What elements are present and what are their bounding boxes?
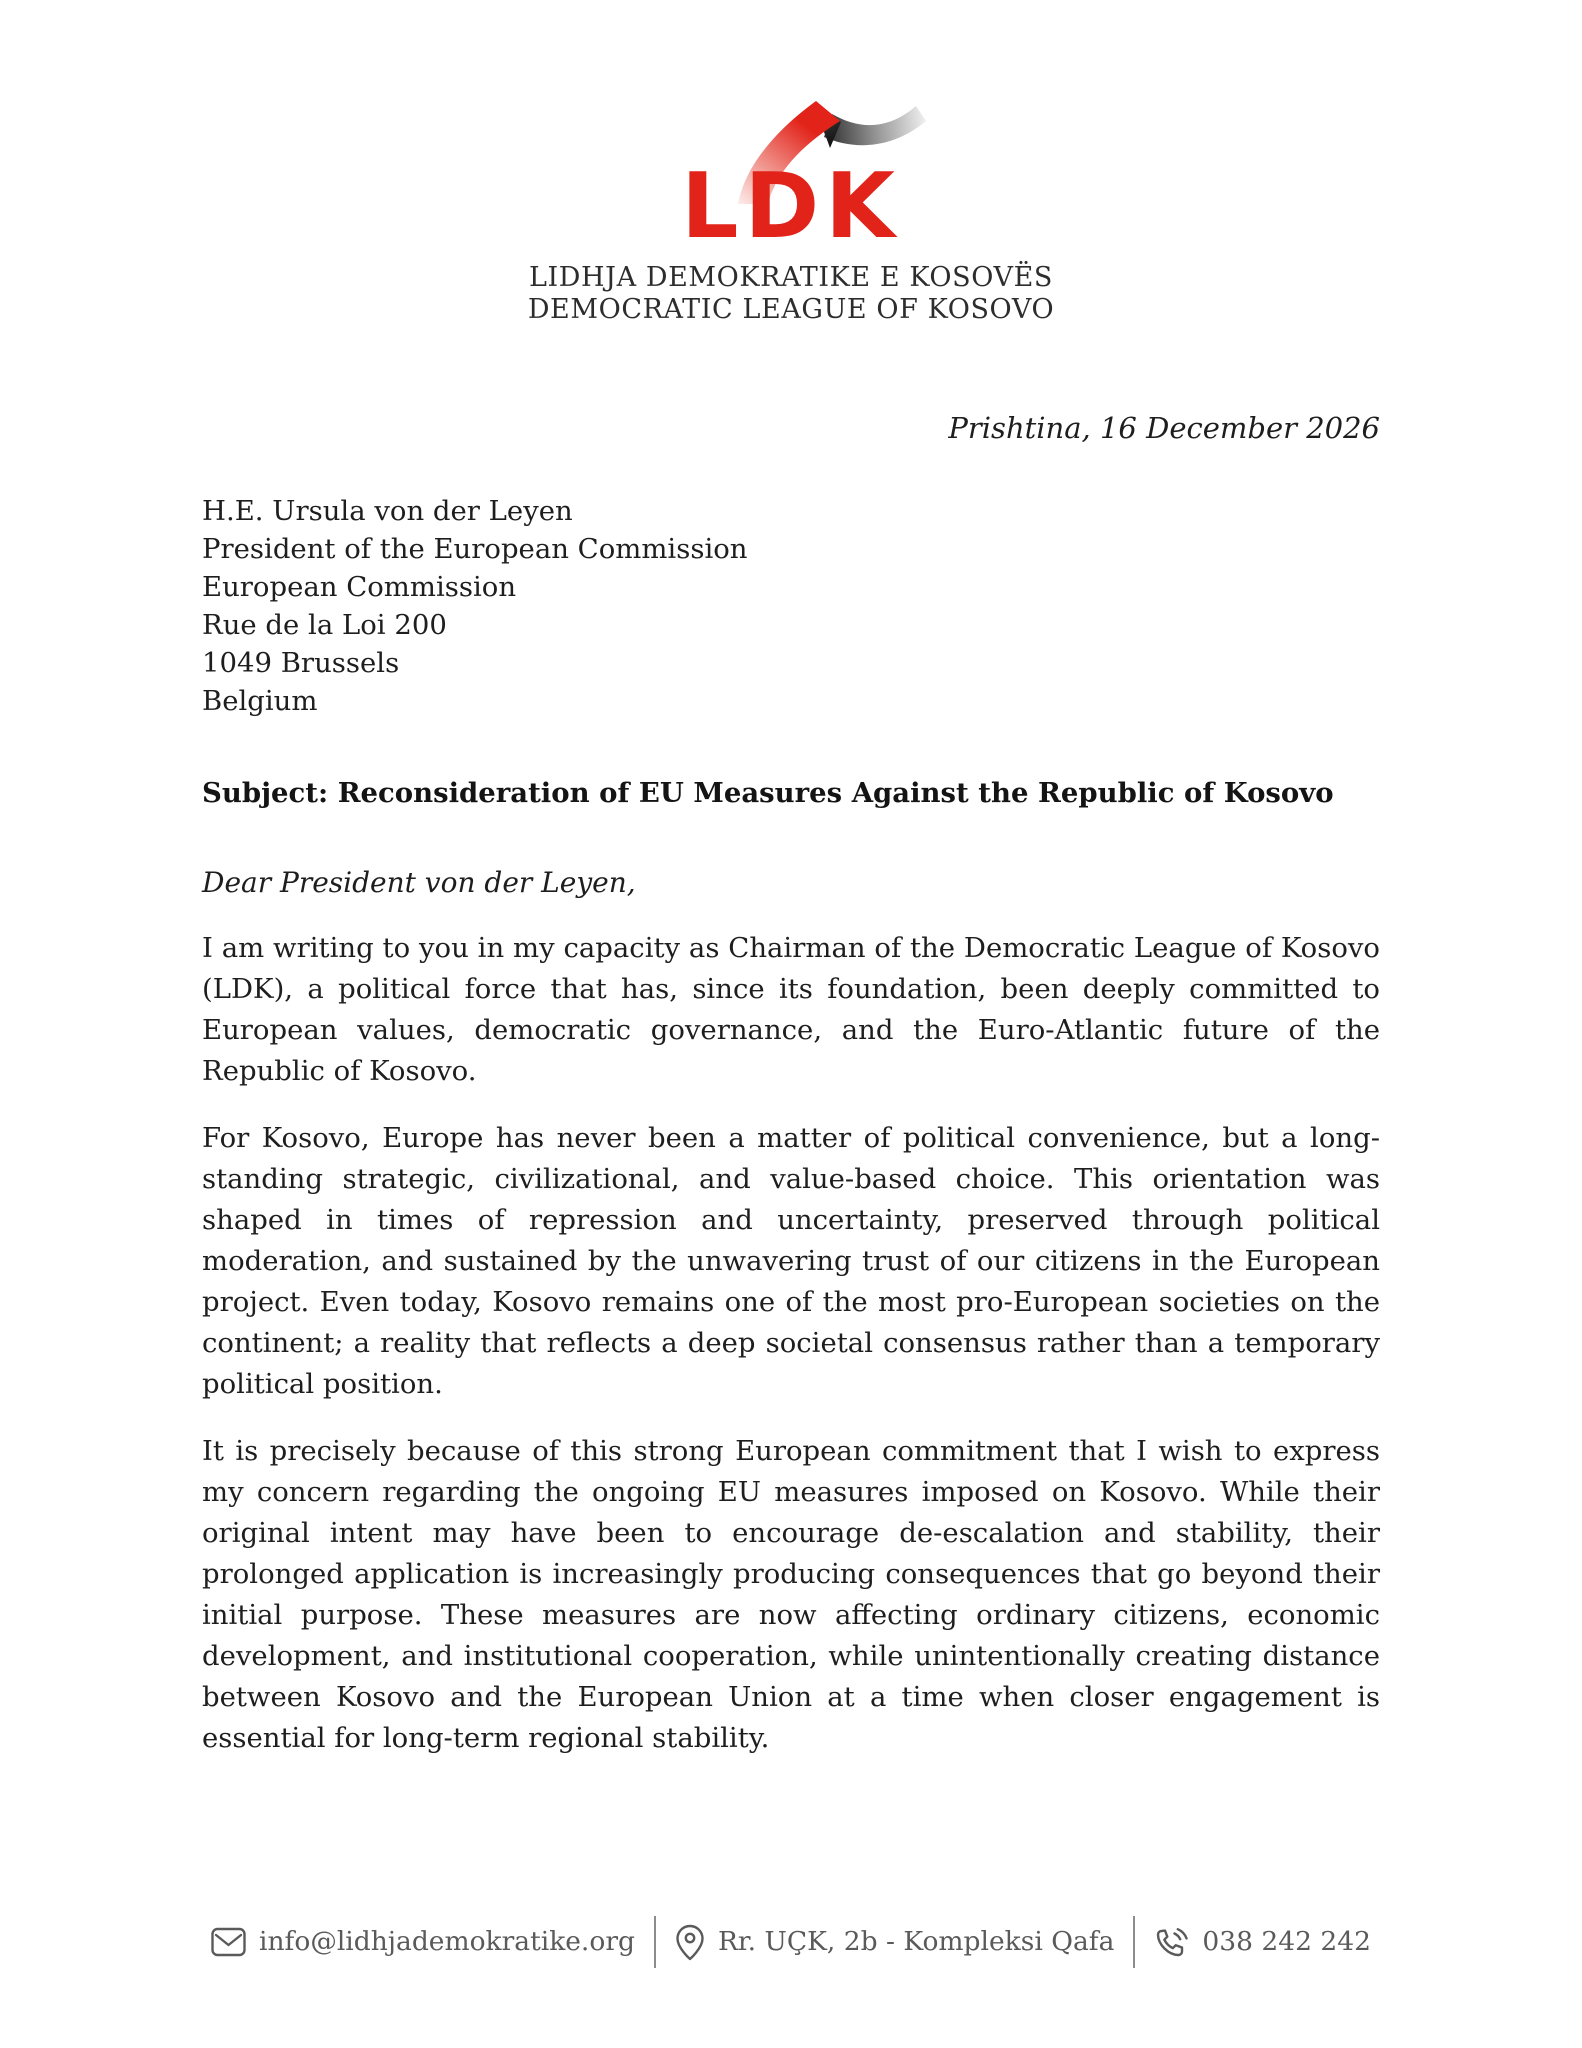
ldk-logo	[641, 96, 941, 259]
envelope-icon	[211, 1927, 246, 1957]
ldk-logo-wordmark: LDK	[681, 154, 901, 259]
footer-divider	[654, 1916, 656, 1968]
footer-phone-text: 038 242 242	[1202, 1926, 1371, 1957]
org-name-english: DEMOCRATIC LEAGUE OF KOSOVO	[527, 294, 1055, 325]
recipient-address-block	[202, 492, 1380, 720]
location-pin-icon	[675, 1924, 705, 1961]
footer-email-item	[211, 1926, 635, 1958]
recipient-line: Belgium	[202, 685, 318, 717]
letter-footer	[0, 1916, 1582, 1968]
paragraph: I am writing to you in my capacity as Chairman of the Democratic League of Kosovo (LDK), a political force that has, since its foundation, been deeply committed to European values, democratic governance, and the Euro-Atlantic future of the Republic of Kosovo.	[202, 932, 1380, 1087]
footer-phone-item	[1154, 1926, 1371, 1958]
subject-line: Subject: Reconsideration of EU Measures Against the Republic of Kosovo	[202, 777, 1334, 809]
letter-content	[202, 410, 1380, 1759]
recipient-line: Rue de la Loi 200	[202, 609, 447, 641]
footer-email-text: info@lidhjademokratike.org	[259, 1926, 635, 1957]
letterhead	[0, 0, 1582, 326]
salutation: Dear President von der Leyen,	[202, 866, 636, 899]
footer-address-text: Rr. UÇK, 2b - Kompleksi Qafa	[717, 1926, 1115, 1957]
paragraph: For Kosovo, Europe has never been a matter of political convenience, but a long-standing strategic, civilizational, and value-based choice. This orientation was shaped in times of repression and uncertainty, preserved through political moderation, and sustained by the unwavering trust of our citizens in the European project. Even today, Kosovo remains one of the most pro-European societies on the continent; a reality that reflects a deep societal consensus rather than a temporary political position.	[202, 1122, 1380, 1400]
org-name-albanian: LIDHJA DEMOKRATIKE E KOSOVËS	[528, 262, 1054, 293]
recipient-line: H.E. Ursula von der Leyen	[202, 495, 573, 527]
dateline: Prishtina, 16 December 2026	[948, 411, 1380, 445]
paragraph: It is precisely because of this strong European commitment that I wish to express my concern regarding the ongoing EU measures imposed on Kosovo. While their original intent may have been to encourage de-escalation and stability, their prolonged application is increasingly producing consequences that go beyond their initial purpose. These measures are now affecting ordinary citizens, economic development, and institutional cooperation, while unintentionally creating distance between Kosovo and the European Union at a time when closer engagement is essential for long-term regional stability.	[202, 1435, 1380, 1754]
recipient-line: President of the European Commission	[202, 533, 748, 565]
footer-divider	[1133, 1916, 1135, 1968]
recipient-line: European Commission	[202, 571, 517, 603]
recipient-line: 1049 Brussels	[202, 647, 400, 679]
letter-body	[202, 928, 1380, 1759]
phone-icon	[1154, 1926, 1189, 1958]
footer-address-item	[675, 1924, 1114, 1961]
